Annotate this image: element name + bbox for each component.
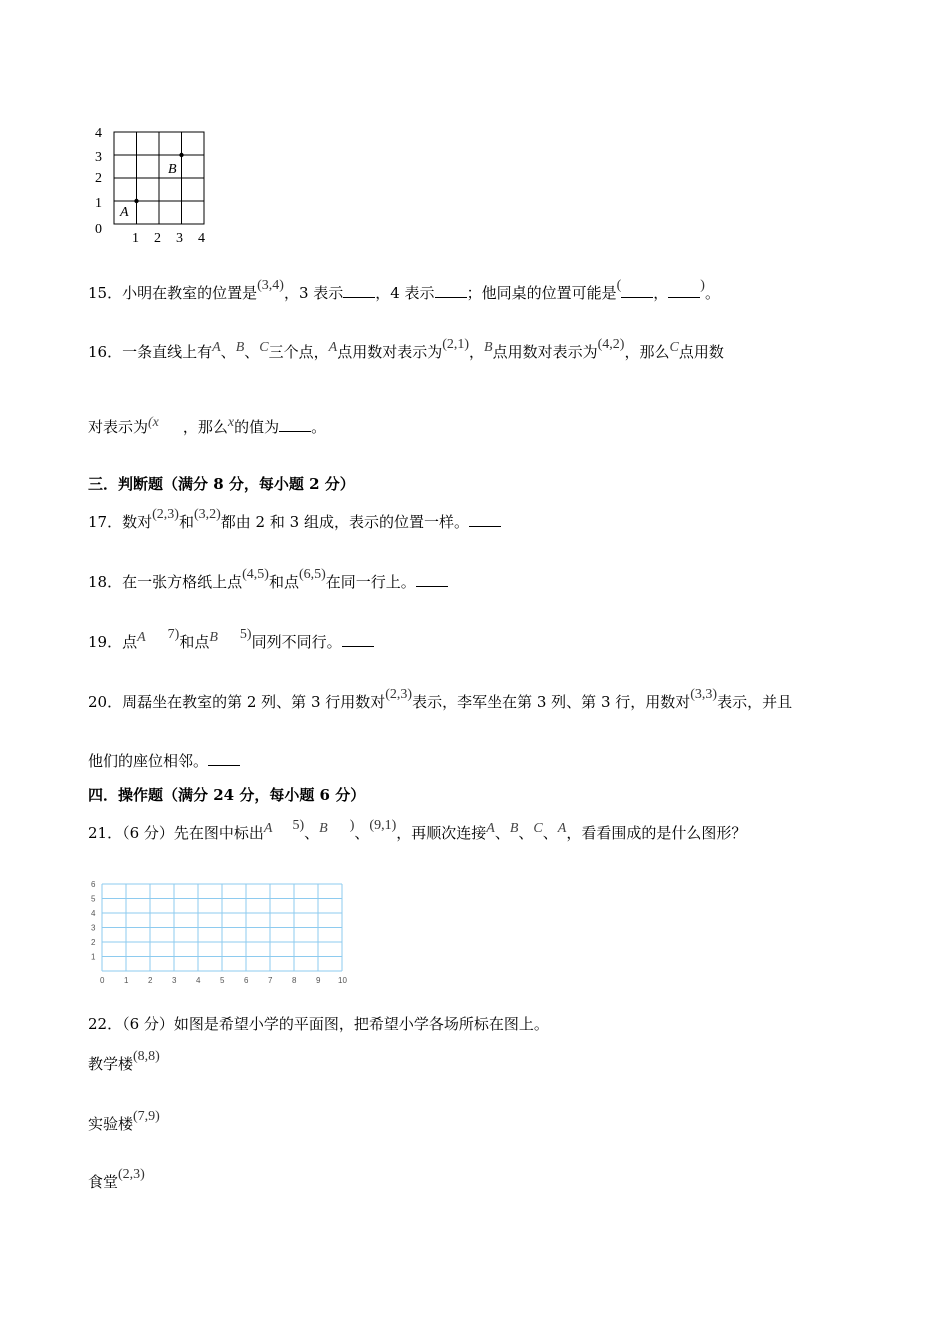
question-16: 16．一条直线上有A、B、C三个点，A点用数对表示为(2,1)，B点用数对表示为(4,2)，那么C点用数	[88, 337, 724, 361]
y-label-3: 3	[95, 150, 102, 165]
question-16-line-2: 对表示为(x ，那么x的值为 。	[88, 415, 327, 436]
grid-x-tick-label: 6	[244, 976, 249, 985]
x-label-1: 1	[132, 231, 139, 246]
answer-blank[interactable]	[279, 417, 311, 432]
answer-blank[interactable]	[416, 572, 448, 587]
grid-y-tick-label: 3	[91, 923, 96, 933]
question-19: 19．点A 7)和点B 5)同列不同行。	[88, 632, 374, 654]
answer-blank[interactable]	[435, 283, 467, 298]
grid-x-tick-label: 3	[172, 976, 177, 985]
grid-x-tick-label: 5	[220, 976, 225, 985]
question-21: 21．（6 分）先在图中标出A 5)、B )、(9,1)，再顺次连接A、B、C、A，看看围成的是什么图形？	[88, 818, 747, 842]
point-a-label: A	[120, 205, 129, 220]
place-canteen: 食堂(2,3)	[88, 1167, 145, 1191]
grid-y-tick-label: 4	[91, 909, 96, 918]
x-label-4: 4	[198, 231, 205, 246]
math-3-4: (3,4)	[257, 278, 284, 293]
question-22: 22．（6 分）如图是希望小学的平面图，把希望小学各场所标在图上。	[88, 1015, 549, 1033]
question-20-line-2: 他们的座位相邻。	[88, 751, 240, 771]
x-label-2: 2	[154, 231, 161, 246]
question-20: 20．周磊坐在教室的第 2 列、第 3 行用数对(2,3)表示，李军坐在第 3 列、第 3 行，用数对(3,3)表示，并且	[88, 687, 793, 711]
grid-y-tick-label: 2	[91, 938, 96, 947]
answer-blank[interactable]	[342, 632, 374, 647]
y-label-1: 1	[95, 196, 102, 211]
grid-x-tick-label: 8	[292, 976, 297, 985]
blue-grid-figure[interactable]	[88, 878, 350, 988]
x-label-3: 3	[176, 231, 183, 246]
point-b-label: B	[168, 162, 177, 177]
y-label-2: 2	[95, 171, 102, 186]
question-18: 18．在一张方格纸上点(4,5)和点(6,5)在同一行上。	[88, 572, 448, 594]
grid-x-tick-label: 7	[268, 976, 273, 985]
point-a-dot	[134, 199, 138, 203]
answer-blank[interactable]	[621, 283, 653, 298]
answer-blank[interactable]	[343, 283, 375, 298]
answer-blank[interactable]	[469, 512, 501, 527]
grid-x-tick-label: 1	[124, 976, 129, 985]
coordinate-grid-figure	[88, 120, 228, 250]
question-17: 17．数对(2,3)和(3,2)都由 2 和 3 组成，表示的位置一样。	[88, 512, 501, 534]
section-3-heading: 三．判断题（满分 8 分，每小题 2 分）	[88, 475, 355, 493]
grid-y-tick-label: 5	[91, 894, 96, 904]
grid-x-tick-label: 10	[338, 976, 347, 985]
y-label-0: 0	[95, 222, 102, 237]
place-teaching-building: 教学楼(8,8)	[88, 1049, 160, 1073]
grid-y-tick-label: 6	[91, 880, 96, 889]
grid-x-tick-label: 4	[196, 976, 201, 985]
answer-blank[interactable]	[668, 283, 700, 298]
grid-x-tick-label: 9	[316, 976, 321, 985]
grid-y-tick-label: 1	[91, 952, 96, 962]
y-label-4: 4	[95, 126, 102, 141]
question-15: 15．小明在教室的位置是(3,4)，3 表示 ，4 表示 ；他同桌的位置可能是( ， )。	[88, 278, 720, 302]
grid-x-tick-label: 2	[148, 976, 153, 985]
place-lab-building: 实验楼(7,9)	[88, 1109, 160, 1133]
section-4-heading: 四．操作题（满分 24 分，每小题 6 分）	[88, 786, 366, 804]
point-b-dot	[179, 153, 183, 157]
answer-blank[interactable]	[208, 751, 240, 766]
grid-x-tick-label: 0	[100, 976, 105, 985]
